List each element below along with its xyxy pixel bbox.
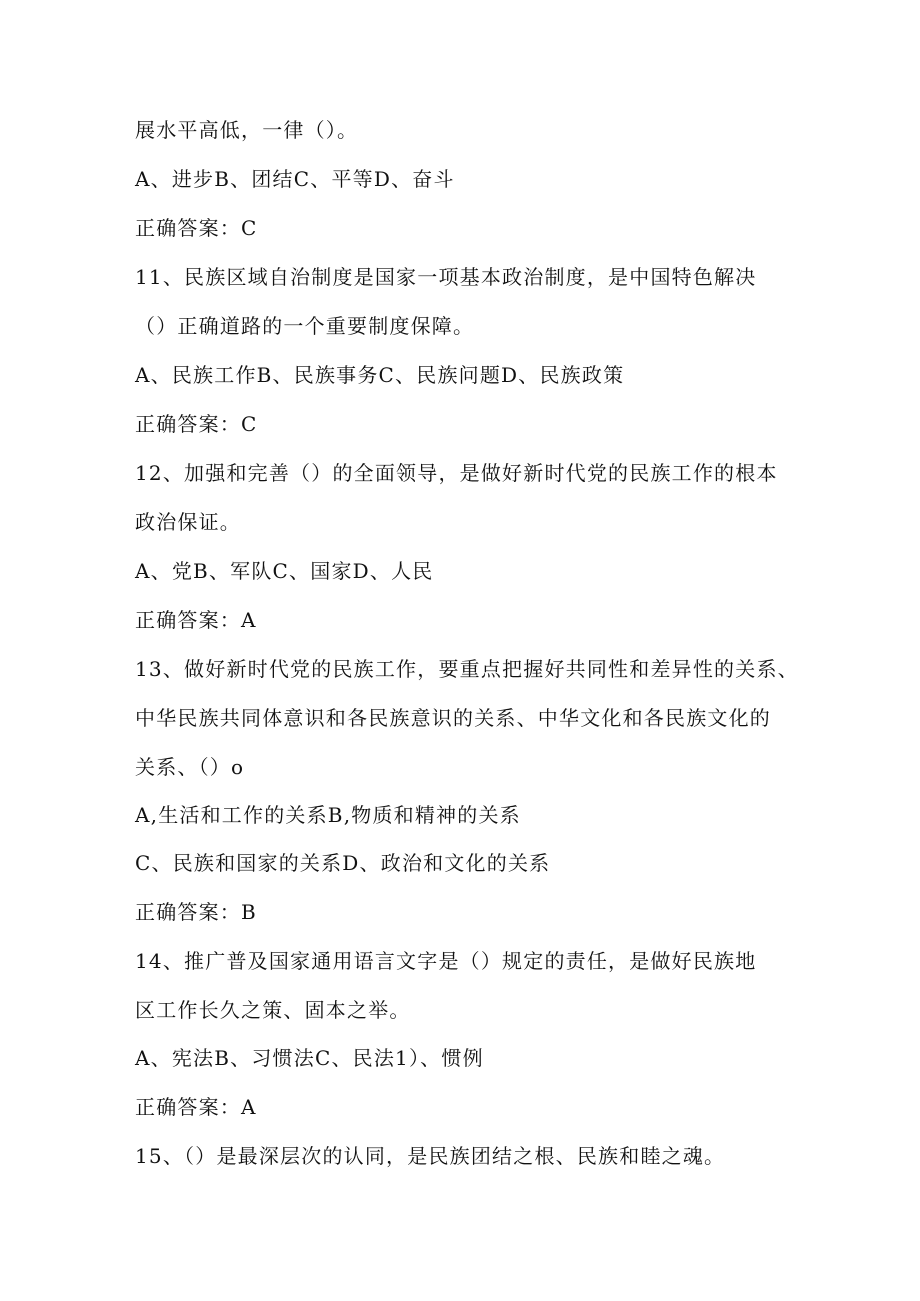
question-10-answer: 正确答案：C [135,216,258,240]
question-11-text: 11、民族区域自治制度是国家一项基本政治制度，是中国特色解决 [135,265,757,289]
question-10-continuation: 展水平高低，一律（）。 [135,118,359,142]
question-15-text: 15、（）是最深层次的认同，是民族团结之根、民族和睦之魂。 [135,1144,726,1168]
question-12-continuation: 政治保证。 [135,510,241,534]
question-12-options: A、党B、军队C、国家D、人民 [135,559,434,583]
question-14-continuation: 区工作长久之策、固本之举。 [135,998,411,1022]
question-10-options: A、进步B、团结C、平等D、奋斗 [135,167,455,191]
question-13-options-1: A,生活和工作的关系B,物质和精神的关系 [135,803,521,827]
question-11-answer: 正确答案：C [135,412,258,436]
question-13-answer: 正确答案：B [135,900,257,924]
question-12-text: 12、加强和完善（）的全面领导，是做好新时代党的民族工作的根本 [135,461,778,485]
question-13-text: 13、做好新时代党的民族工作，要重点把握好共同性和差异性的关系、 [135,657,799,681]
question-11-options: A、民族工作B、民族事务C、民族问题D、民族政策 [135,363,625,387]
question-13-options-2: C、民族和国家的关系D、政治和文化的关系 [135,851,551,875]
question-11-continuation: （）正确道路的一个重要制度保障。 [135,314,475,338]
question-14-options: A、宪法B、习惯法C、民法1）、惯例 [135,1046,484,1070]
question-13-continuation-1: 中华民族共同体意识和各民族意识的关系、中华文化和各民族文化的 [135,706,771,730]
question-14-answer: 正确答案：A [135,1095,257,1119]
question-14-text: 14、推广普及国家通用语言文字是（）规定的责任，是做好民族地 [135,949,757,973]
question-12-answer: 正确答案：A [135,608,257,632]
question-13-continuation-2: 关系、（）o [135,755,245,779]
